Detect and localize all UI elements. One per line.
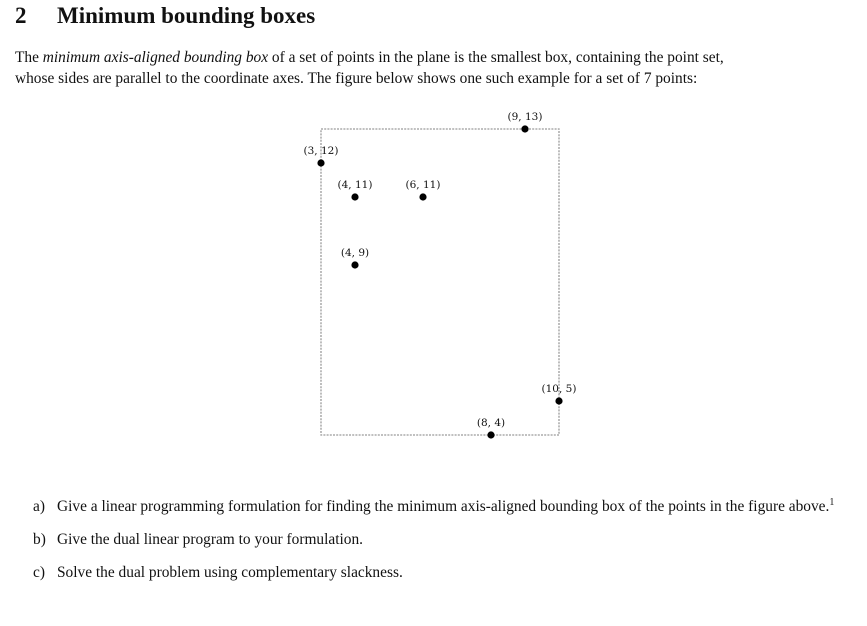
section-title: Minimum bounding boxes	[57, 3, 316, 28]
intro-line-1-after: of a set of points in the plane is the smallest box, containing the point set,	[268, 49, 724, 66]
point-label-6: (10, 5)	[541, 383, 577, 395]
data-point-6	[555, 397, 562, 404]
point-label-3: (6, 11)	[405, 179, 441, 191]
intro-line-2: whose sides are parallel to the coordinate axes. The figure below shows one such example for a set of 7 points:	[15, 70, 698, 87]
question-c-text: Solve the dual problem using complementary slackness.	[57, 564, 403, 581]
question-b-text: Give the dual linear program to your formulation.	[57, 531, 364, 548]
intro-line-1	[15, 47, 855, 68]
data-point-3	[419, 193, 426, 200]
question-c-marker: c)	[33, 564, 45, 581]
points-layer	[304, 111, 577, 439]
data-point-5	[351, 261, 358, 268]
point-label-7: (8, 4)	[476, 417, 506, 429]
section-number: 2	[15, 3, 27, 28]
question-b-marker: b)	[33, 531, 46, 548]
question-a	[33, 496, 853, 517]
question-a-marker: a)	[33, 498, 45, 515]
question-c	[33, 562, 853, 583]
footnote-marker: 1	[829, 496, 835, 508]
question-b	[33, 529, 853, 550]
section-heading	[15, 3, 315, 29]
intro-emphasis: minimum axis-aligned bounding box	[42, 49, 269, 66]
bounding-box-rectangle	[321, 129, 559, 435]
data-point-7	[487, 431, 494, 438]
point-label-5: (4, 9)	[340, 247, 370, 259]
data-point-4	[521, 125, 528, 132]
question-list	[33, 496, 853, 583]
intro-paragraph	[15, 47, 855, 89]
data-point-1	[317, 159, 324, 166]
point-label-4: (9, 13)	[507, 111, 543, 123]
point-label-1: (3, 12)	[303, 145, 339, 157]
data-point-2	[351, 193, 358, 200]
intro-line-1-before: The	[15, 49, 43, 66]
question-a-text: Give a linear programming formulation for finding the minimum axis-aligned bounding box of the points in the figure above.	[57, 498, 830, 515]
point-label-2: (4, 11)	[337, 179, 373, 191]
